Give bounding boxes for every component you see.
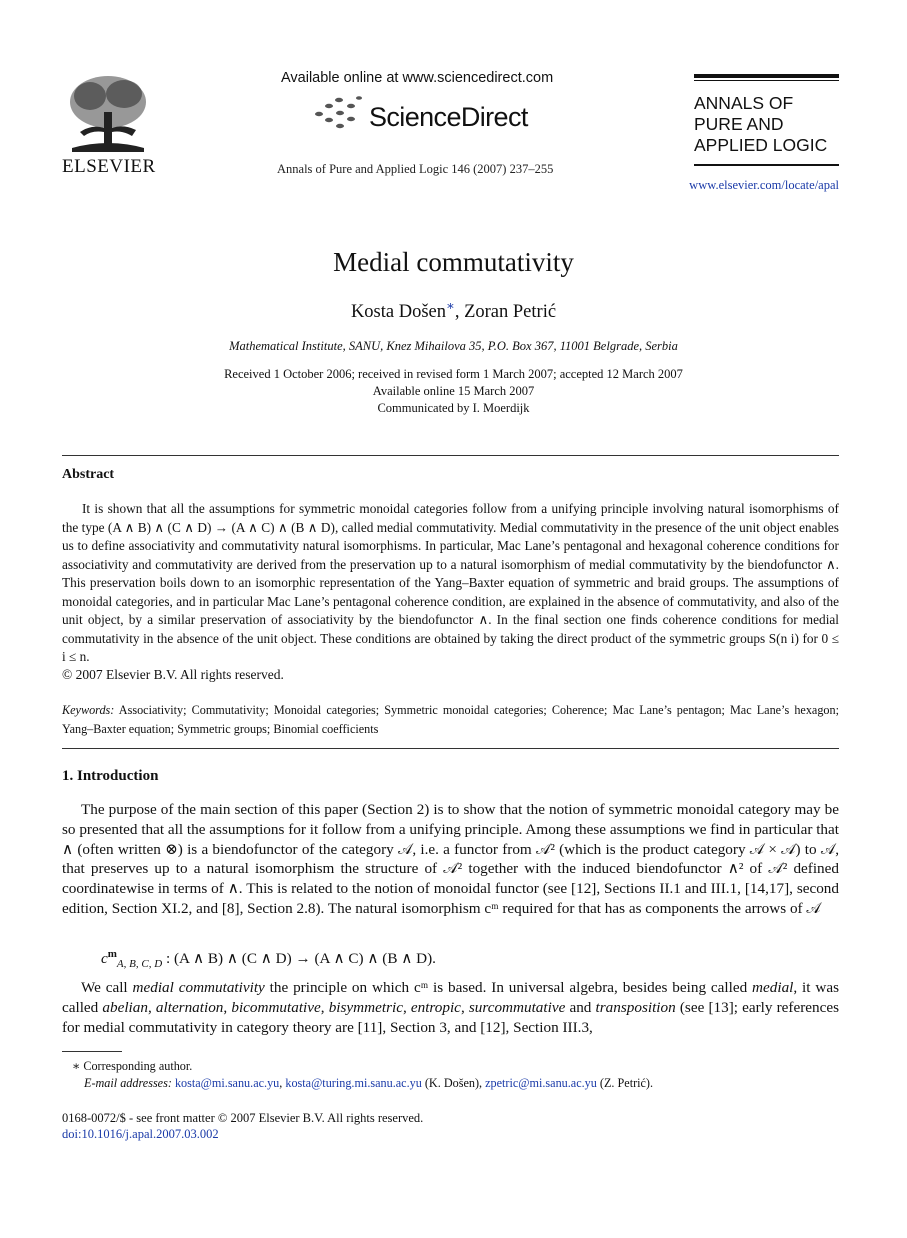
journal-title-line1: ANNALS OF xyxy=(694,93,794,113)
abstract-copyright: © 2007 Elsevier B.V. All rights reserved. xyxy=(62,667,284,682)
keywords xyxy=(62,701,839,738)
email2-owner: (K. Došen), xyxy=(421,1076,486,1090)
eq-symbol: c xyxy=(101,950,108,968)
article-dates xyxy=(0,366,907,417)
term-abelian: abelian xyxy=(102,998,148,1016)
author-2: Zoran Petrić xyxy=(464,302,557,323)
issn-line: 0168-0072/$ - see front matter © 2007 Elsevier B.V. All rights reserved. xyxy=(62,1111,424,1125)
footnote-corresponding: ∗ Corresponding author. xyxy=(72,1059,193,1073)
term-entropic: entropic xyxy=(410,998,461,1016)
publisher-name: ELSEVIER xyxy=(62,156,156,177)
journal-url-link[interactable]: www.elsevier.com/locate/apal xyxy=(689,178,839,192)
term-bisymmetric: bisymmetric xyxy=(328,998,403,1016)
term-medial-commutativity: medial commutativity xyxy=(132,979,265,996)
keywords-list: Associativity; Commutativity; Monoidal categories; Symmetric monoidal categories; Coherence; Mac Lane’s pentagon; Mac Lane’s hexagon; Yang–Baxter equation; Symmetric groups; Binomial coefficients xyxy=(62,703,839,736)
term-surcommutative: surcommutative xyxy=(468,998,566,1016)
keywords-label: Keywords: xyxy=(62,703,115,717)
journal-reference: Annals of Pure and Applied Logic 146 (2007) 237–255 xyxy=(277,162,554,176)
divider-bottom xyxy=(62,748,839,749)
email-label: E-mail addresses: xyxy=(84,1076,172,1090)
abstract-heading: Abstract xyxy=(62,467,115,482)
footnote-emails xyxy=(84,1076,653,1091)
term-alternation: alternation xyxy=(155,998,224,1016)
sciencedirect-name: ScienceDirect xyxy=(369,102,528,132)
journal-title-line3: APPLIED LOGIC xyxy=(694,135,828,155)
p2-text-c: , it was called xyxy=(62,979,839,1016)
sciencedirect-dots-logo-icon xyxy=(307,94,367,134)
affiliation: Mathematical Institute, SANU, Knez Mihailova 35, P.O. Box 367, 11001 Belgrade, Serbia xyxy=(229,339,678,353)
p2-sep: , xyxy=(460,998,469,1016)
abstract-text: It is shown that all the assumptions for symmetric monoidal categories follow from a unifying principle involving natural isomorphisms of the type (A ∧ B) ∧ (C ∧ D) → (A ∧ C) ∧ (B ∧ D), called medial commutativity. Medial commutativity in the presence of the unit object enables us to define associativity and commutativity natural isomorphisms. In particular, Mac Lane’s pentagonal and hexagonal coherence conditions for associativity and commutativity are derived from the preservation up to a natural isomorphism of medial commutativity by the biendofunctor ∧. This preservation boils down to an isomorphic representation of the Yang–Baxter equation of symmetric and braid groups. The assumptions of monoidal categories, and in particular Mac Lane’s pentagonal coherence condition, are explained in the absence of commutativity, and also of the unit object, by a similar preservation of associativity by the biendofunctor ∧. In the final section one finds coherence conditions for medial commutativity in the absence of the unit object. These conditions are obtained by taking the direct product of the symmetric groups S(n i) for 0 ≤ i ≤ n. xyxy=(62,501,839,664)
term-bicommutative: bicommutative xyxy=(231,998,321,1016)
author-separator: , xyxy=(454,302,465,323)
rule-bottom xyxy=(694,164,839,166)
authors xyxy=(0,298,907,323)
equation-medial xyxy=(101,948,436,970)
email-sep: , xyxy=(279,1076,286,1090)
p2-text-a: We call xyxy=(81,979,133,996)
available-online-text[interactable]: Available online at www.sciencedirect.com xyxy=(281,70,554,86)
doi-link[interactable]: doi:10.1016/j.apal.2007.03.002 xyxy=(62,1127,219,1141)
sciencedirect-logo[interactable] xyxy=(307,94,557,138)
eq-rhs: : (A ∧ B) ∧ (C ∧ D) → (A ∧ C) ∧ (B ∧ D). xyxy=(162,950,436,968)
p2-sep: , xyxy=(320,998,329,1016)
email3-owner: (Z. Petrić). xyxy=(596,1076,654,1090)
intro-paragraph-1: The purpose of the main section of this paper (Section 2) is to show that the notion of symmetric monoidal category may be so presented that all the assumptions for it follow from a unifying principle. Among these assumptions we find in particular that ∧ (often written ⊗) is a biendofunctor of the category 𝒜, i.e. a functor from 𝒜² (which is the product category 𝒜 × 𝒜) to 𝒜, that preserves up to a natural isomorphism the structure of 𝒜² together with the induced biendofunctor ∧² of 𝒜² defined coordinatewise in terms of ∧. This is related to the notion of monoidal functor (see [12], Sections II.1 and III.1, [14,17], second edition, Section XI.2, and [8], Section 2.8). The natural isomorphism cᵐ required for that has as components the arrows of 𝒜 xyxy=(62,801,839,917)
email-link-1[interactable]: kosta@mi.sanu.ac.yu xyxy=(174,1076,280,1090)
p2-and: and xyxy=(565,998,596,1016)
available-date: Available online 15 March 2007 xyxy=(372,384,535,398)
p2-text-d: (see [13]; early references for medial commutativity in category theory are [11], Section 3, and [12], Section III.3, xyxy=(62,998,839,1036)
p2-sep: , xyxy=(223,998,232,1016)
divider-top xyxy=(62,455,839,456)
section-heading-introduction: 1. Introduction xyxy=(62,768,159,784)
p2-sep: , xyxy=(402,998,411,1016)
eq-superscript: m xyxy=(107,948,117,960)
author-1: Kosta Došen xyxy=(350,302,446,323)
rule-thin xyxy=(694,80,839,81)
p2-sep: , xyxy=(147,998,156,1016)
term-medial: medial xyxy=(752,979,794,996)
intro-paragraph-2 xyxy=(62,978,839,1037)
term-transposition: transposition xyxy=(595,998,676,1016)
email-link-2[interactable]: kosta@turing.mi.sanu.ac.yu xyxy=(285,1076,422,1090)
rule-thick xyxy=(694,74,839,78)
p2-text-b: the principle on which cᵐ is based. In universal algebra, besides being called xyxy=(264,979,753,996)
journal-title xyxy=(694,93,839,156)
communicated-by: Communicated by I. Moerdijk xyxy=(377,401,530,415)
footnote-rule xyxy=(62,1051,122,1052)
eq-subscript: A, B, C, D xyxy=(116,958,163,971)
corresponding-mark-link[interactable]: ∗ xyxy=(446,298,455,313)
journal-header xyxy=(62,70,839,200)
received-dates: Received 1 October 2006; received in revised form 1 March 2007; accepted 12 March 2007 xyxy=(224,367,683,381)
journal-title-line2: PURE AND xyxy=(694,114,784,134)
article-title: Medial commutativity xyxy=(333,247,574,277)
email-link-3[interactable]: zpetric@mi.sanu.ac.yu xyxy=(485,1076,597,1090)
journal-title-box xyxy=(694,74,839,166)
